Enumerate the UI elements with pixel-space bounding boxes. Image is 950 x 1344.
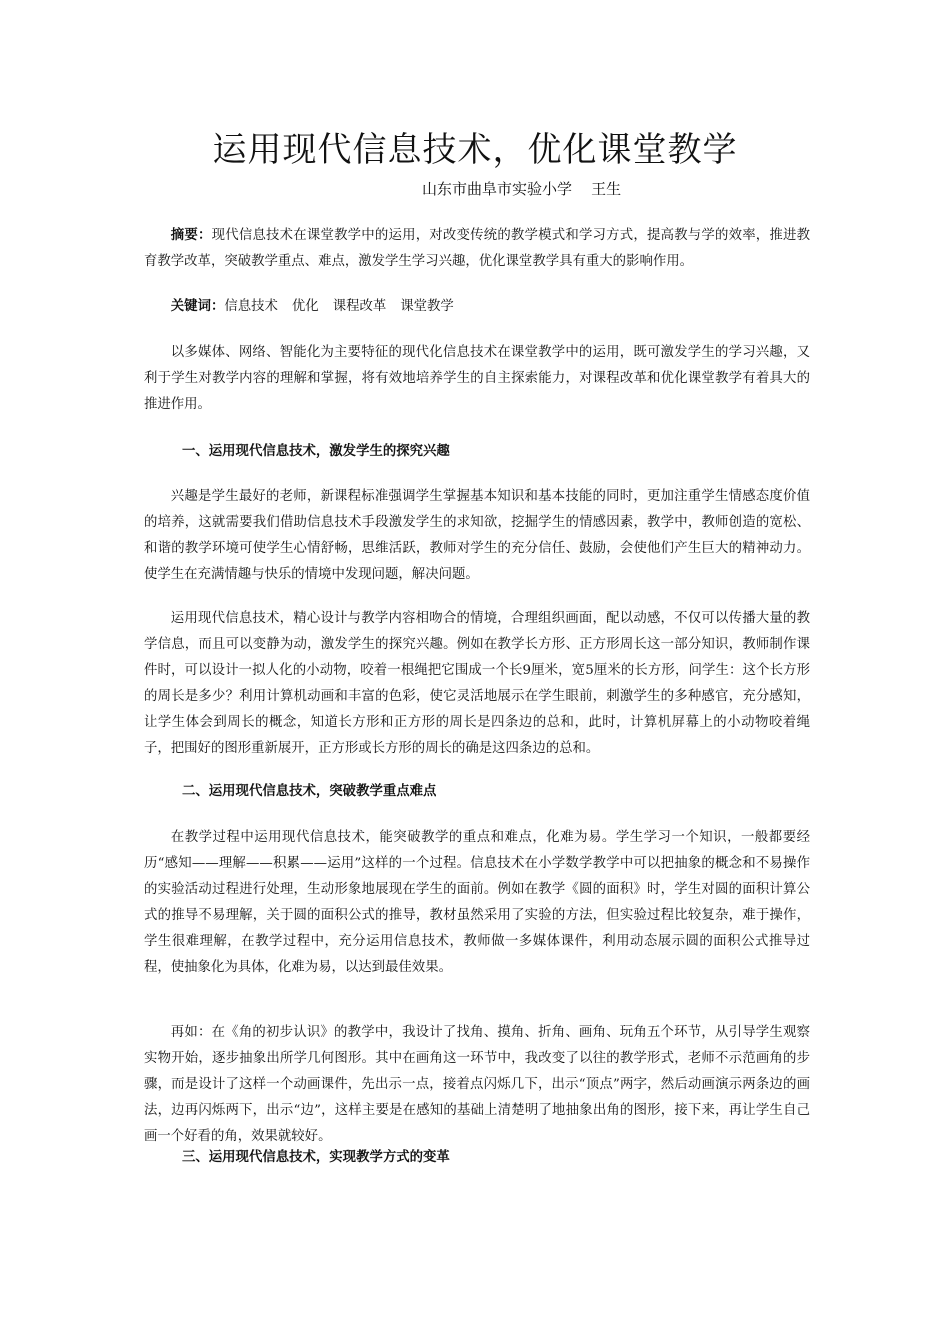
intro-text: 以多媒体、网络、智能化为主要特征的现代化信息技术在课堂教学中的运用，既可激发学生的学习兴趣，又利于学生对教学内容的理解和掌握，将有效地培养学生的自主探索能力，对课程改革和优化课堂教学有着具大的推进作用。	[144, 345, 810, 412]
section-heading-3: 三、运用现代信息技术，实现教学方式的变革	[182, 1149, 450, 1165]
abstract-paragraph	[144, 222, 810, 275]
keyword-term: 优化	[291, 299, 319, 314]
section-heading-1: 一、运用现代信息技术，激发学生的探究兴趣	[182, 443, 450, 459]
intro-paragraph	[144, 340, 810, 418]
abstract-text: 现代信息技术在课堂教学中的运用，对改变传统的教学模式和学习方式，提高教与学的效率，推进教育教学改革，突破教学重点、难点，激发学生学习兴趣，优化课堂教学具有重大的影响作用。	[144, 228, 811, 269]
author-line: 山东市曲阜市实验小学 王生	[422, 180, 622, 198]
paragraph-text: 运用现代信息技术，精心设计与教学内容相吻合的情境，合理组织画面，配以动感，不仅可以传播大量的教学信息，而且可以变静为动，激发学生的探究兴趣。例如在教学长方形、正方形周长这一部分知识，教师制作课件时，可以设计一拟人化的小动物，咬着一根绳把它围成一个长9厘米，宽5厘米的长方形，问学生：这个长方形的周长是多少？利用计算机动画和丰富的色彩，使它灵活地展示在学生眼前，刺激学生的多种感官，充分感知，让学生体会到周长的概念，知道长方形和正方形的周长是四条边的总和，此时，计算机屏幕上的小动物咬着绳子，把围好的图形重新展开，正方形或长方形的周长的确是这四条边的总和。	[144, 611, 810, 756]
keywords-label: 关键词：	[170, 298, 225, 314]
paragraph-text: 兴趣是学生最好的老师，新课程标准强调学生掌握基本知识和基本技能的同时，更加注重学生情感态度价值的培养，这就需要我们借助信息技术手段激发学生的求知欲，挖掘学生的情感因素，教学中，教师创造的宽松、和谐的教学环境可使学生心情舒畅，思维活跃，教师对学生的充分信任、鼓励，会使他们产生巨大的精神动力。使学生在充满情趣与快乐的情境中发现问题，解决问题。	[144, 489, 810, 582]
keywords-line	[144, 293, 810, 320]
keyword-term: 课堂教学	[400, 299, 454, 314]
section-2-paragraph-1	[144, 825, 810, 981]
paragraph-text: 再如：在《角的初步认识》的教学中，我设计了找角、摸角、折角、画角、玩角五个环节，从引导学生观察实物开始，逐步抽象出所学几何图形。其中在画角这一环节中，我改变了以往的教学形式，老师不示范画角的步骤，而是设计了这样一个动画课件，先出示一点，接着点闪烁几下，出示“顶点”两字，然后动画演示两条边的画法，边再闪烁两下，出示“边”，这样主要是在感知的基础上清楚明了地抽象出角的图形，接下来，再让学生自己画一个好看的角，效果就较好。	[144, 1025, 810, 1144]
paragraph-text: 在教学过程中运用现代信息技术，能突破教学的重点和难点，化难为易。学生学习一个知识，一般都要经历“感知——理解——积累——运用”这样的一个过程。信息技术在小学数学教学中可以把抽象的概念和不易操作的实验活动过程进行处理，生动形象地展现在学生的面前。例如在教学《圆的面积》时，学生对圆的面积计算公式的推导不易理解，关于圆的面积公式的推导，教材虽然采用了实验的方法，但实验过程比较复杂，难于操作，学生很难理解，在教学过程中，充分运用信息技术，教师做一多媒体课件，利用动态展示圆的面积公式推导过程，使抽象化为具体，化难为易，以达到最佳效果。	[144, 830, 810, 975]
section-1-paragraph-1	[144, 484, 810, 588]
abstract-label: 摘要：	[170, 227, 212, 243]
document-title: 运用现代信息技术，优化课堂教学	[212, 130, 738, 170]
section-1-paragraph-2	[144, 606, 810, 762]
keyword-term: 信息技术	[224, 299, 278, 314]
section-2-paragraph-2	[144, 1020, 810, 1150]
section-heading-2: 二、运用现代信息技术，突破教学重点难点	[182, 783, 437, 799]
keyword-term: 课程改革	[332, 299, 387, 314]
